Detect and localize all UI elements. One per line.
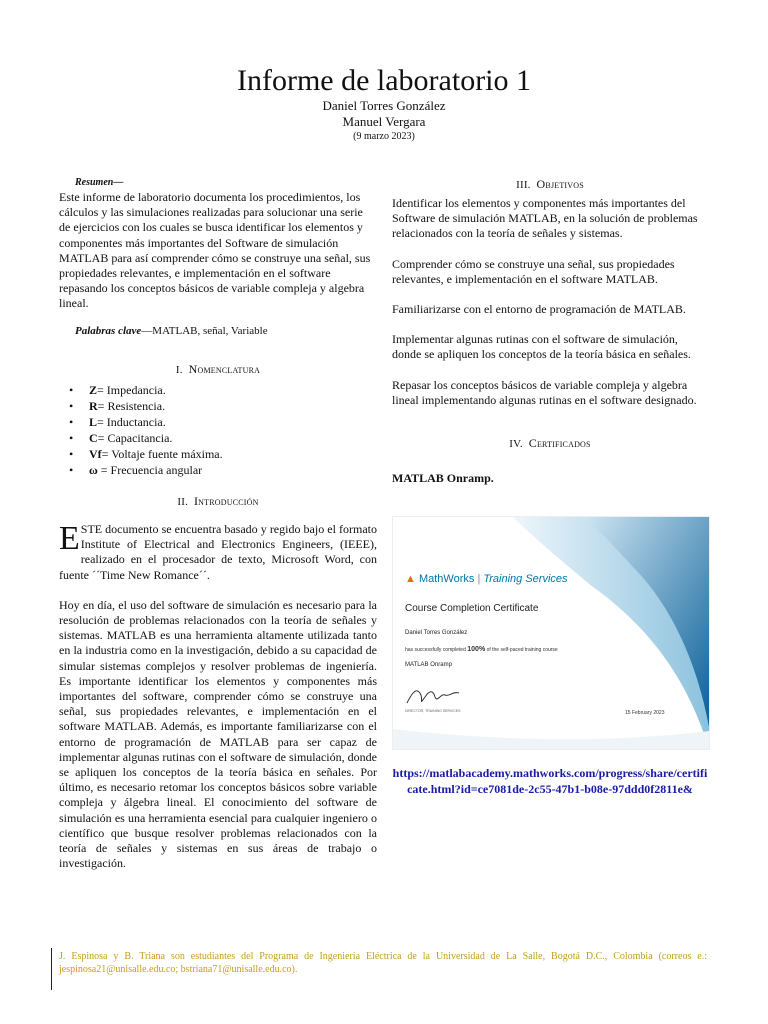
certificate-title: Course Completion Certificate	[405, 603, 539, 614]
keywords-label: Palabras clave	[75, 324, 142, 337]
certificate-image	[392, 516, 710, 750]
brand-name: MathWorks	[418, 573, 475, 585]
certificate-course: MATLAB Onramp	[405, 662, 452, 668]
certificate-link[interactable]: https://matlabacademy.mathworks.com/progress/share/certificate.html?id=ce7081de-2c55-47b1-b08e-97ddd0f2811e&	[392, 766, 708, 796]
section-number: III.	[516, 179, 531, 191]
keywords-text: —MATLAB, señal, Variable	[141, 324, 268, 337]
certificate-name: Daniel Torres González	[405, 630, 468, 636]
section-title: Nomenclatura	[188, 362, 261, 376]
list-item: • Z= Impedancia.	[59, 382, 377, 398]
footnote: J. Espinosa y B. Triana son estudiantes del Programa de Ingeniería Eléctrica de la Universidad de La Salle, Bogotá D.C., Colombia (correos e.: jespinosa21@unisalle.edu.co; bstriana71@unisalle.edu.co).	[59, 951, 707, 975]
certificate-brand: ▲ MathWorks | Training Services	[405, 573, 568, 585]
mathworks-logo-icon: ▲	[405, 573, 416, 585]
dropcap: E	[59, 520, 80, 557]
section-heading-nomenclature	[59, 362, 377, 377]
objective-paragraph: Implementar algunas rutinas con el software de simulación, donde se apliquen los conceptos de la teoría básica en señales.	[392, 332, 691, 362]
section-title: Certificados	[528, 436, 591, 450]
list-item: • L= Inductancia.	[59, 414, 377, 430]
abstract-text: Este informe de laboratorio documenta los procedimientos, los cálculos y las simulaciones realizadas para solucionar una serie de ejercicios con los cuales se busca identificar los elementos y componentes más importantes del Software de simulación MATLAB para así comprender cómo se construye una señal, sus propiedades relevantes, e implementación en el software repasando los conceptos básicos de variable compleja y algebra lineal.	[59, 190, 371, 311]
certificates-subheading: MATLAB Onramp.	[392, 471, 494, 485]
objective-paragraph: Familiarizarse con el entorno de programación de MATLAB.	[392, 302, 686, 317]
introduction-paragraph-1: ESTE documento se encuentra basado y regido bajo el formato Institute of Electrical and Electronics Engineers, (IEEE), realizado en el procesador de texto, Microsoft Word, con fuente ´´Time New Romance´´.	[59, 520, 377, 582]
section-heading-certificates	[392, 436, 708, 451]
objective-paragraph: Comprender cómo se construye una señal, sus propiedades relevantes, e implementación en el software MATLAB.	[392, 256, 675, 286]
document-date: (9 marzo 2023)	[353, 131, 415, 142]
brand-service: Training Services	[483, 573, 568, 585]
objectives-body	[392, 196, 708, 408]
footnote-rule	[51, 948, 52, 990]
section-number: II.	[177, 496, 189, 508]
introduction-paragraph-2: Hoy en día, el uso del software de simulación es necesario para la resolución de problemas relacionados con la teoría de señales y sistemas. MATLAB es una herramienta altamente utilizada tanto en la industria como en la investigación, debido a su capacidad de simular sistemas complejos y resolver problemas de ingeniería. Es importante identificar los elementos y componentes más importantes del software, comprender cómo se construye una señal, sus propiedades relevantes, e implementación en el software MATLAB. Además, es importante familiarizarse con el entorno de programación de MATLAB para ser capaz de implementar algunas rutinas con el software de simulación, donde se apliquen los conceptos de la teoría básica en señales. Por último, es necesario retomar los conceptos básicos sobre variable compleja y álgebra lineal. El conocimiento del software de simulación es una herramienta esencial para cualquier ingeniero o científico que busque resolver problemas relacionados con la teoría de señales y sistemas en sus áreas de trabajo o investigación.	[59, 597, 377, 871]
list-item: • ω = Frecuencia angular	[59, 462, 377, 478]
list-item: • C= Capacitancia.	[59, 430, 377, 446]
author-2: Manuel Vergara	[342, 114, 426, 129]
section-title: Objetivos	[536, 177, 584, 191]
nomenclature-list	[59, 382, 377, 478]
section-title: Introducción	[193, 494, 259, 508]
author-1: Daniel Torres González	[322, 98, 446, 113]
keywords	[59, 324, 377, 338]
objective-paragraph: Repasar los conceptos básicos de variable compleja y algebra lineal implementando algunas rutinas en el software designado.	[392, 377, 697, 407]
section-heading-introduction	[59, 494, 377, 509]
document-title: Informe de laboratorio 1	[236, 64, 532, 97]
certificate-date: 15 February 2023	[625, 710, 665, 716]
introduction-body	[59, 522, 377, 871]
list-item: • R= Resistencia.	[59, 398, 377, 414]
certificate-completion-line: has successfully completed 100% of the self-paced training course	[405, 646, 558, 653]
section-heading-objectives	[392, 177, 708, 192]
certificate-signer: DIRECTOR, TRAINING SERVICES	[405, 709, 461, 713]
abstract-block	[59, 176, 377, 338]
objective-paragraph: Identificar los elementos y componentes más importantes del Software de simulación MATLAB, en la solución de problemas relacionados con la teoría de señales y sistemas.	[392, 196, 698, 241]
signature-icon	[405, 685, 461, 707]
abstract-label: Resumen—	[75, 177, 124, 188]
list-item: • Vf= Voltaje fuente máxima.	[59, 446, 377, 462]
section-number: I.	[175, 364, 183, 376]
section-number: IV.	[509, 438, 523, 450]
